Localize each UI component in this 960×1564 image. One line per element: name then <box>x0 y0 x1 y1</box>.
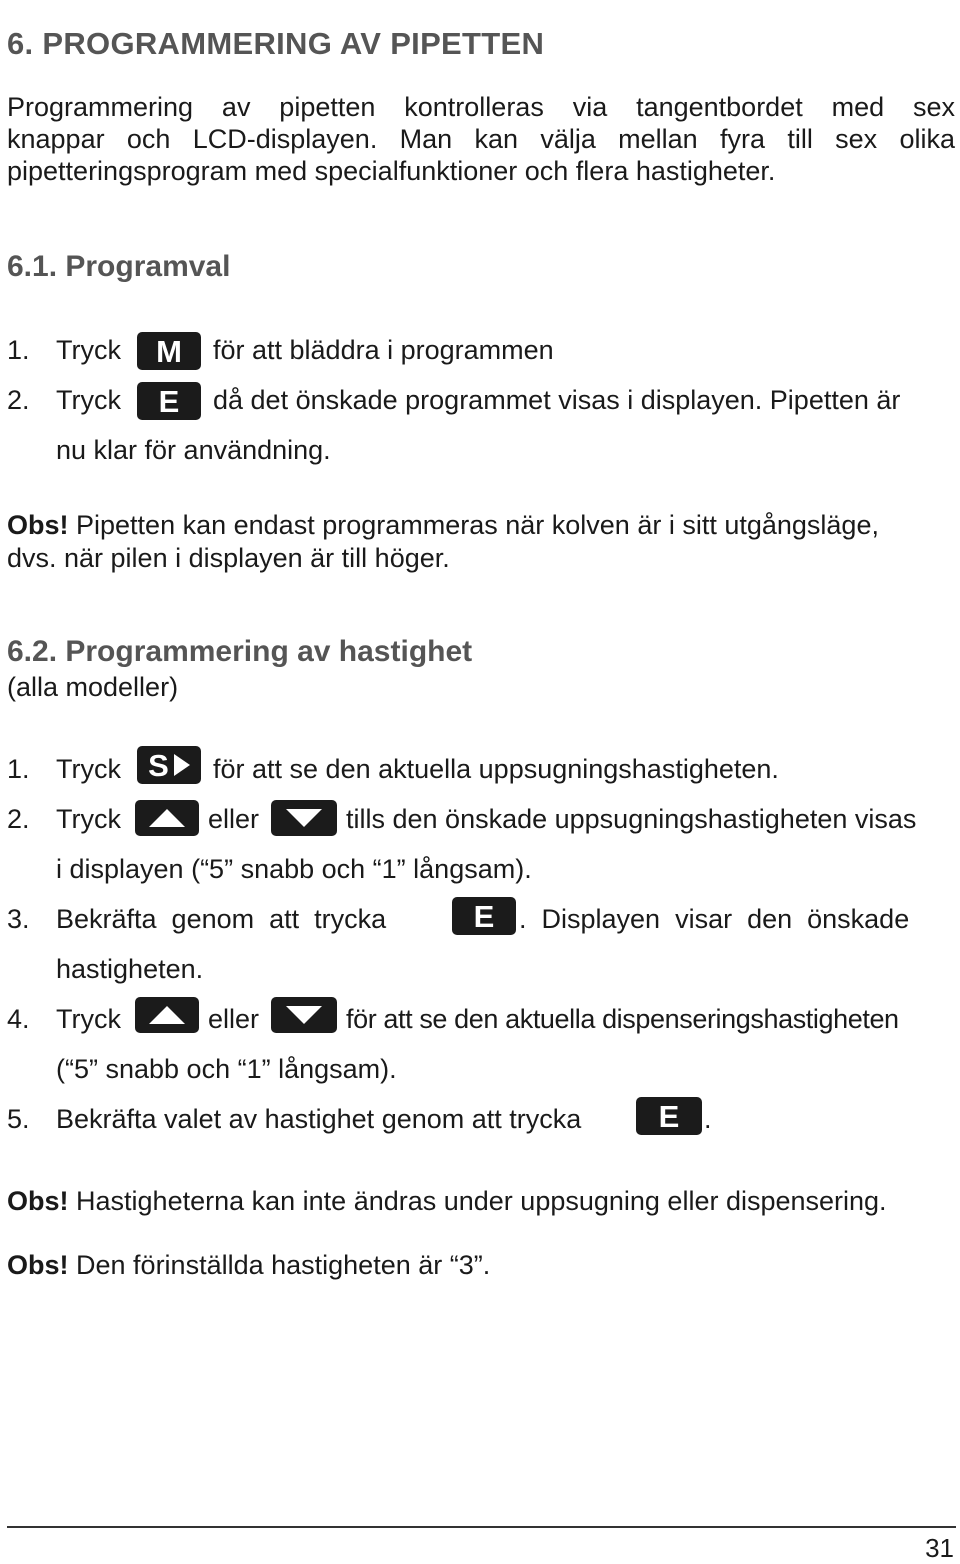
h-step-2-mid: eller <box>208 804 260 834</box>
h-note-1 <box>7 1186 887 1217</box>
up-triangle-icon <box>149 809 185 827</box>
e-key-label: E <box>473 898 495 934</box>
e-key-icon <box>137 382 201 420</box>
intro-line-3: pipetteringsprogram med specialfunktioner och flera hastigheter. <box>7 156 776 186</box>
footer-divider <box>7 1526 956 1528</box>
h-step-2-text: tills den önskade uppsugningshastigheten visas <box>346 804 917 834</box>
e-key-icon <box>452 897 516 935</box>
h-step-4-mid: eller <box>208 1004 260 1034</box>
programval-heading: 6.1. Programval <box>7 250 231 283</box>
h-step-5-text: . <box>704 1104 712 1134</box>
down-triangle-icon <box>286 1006 322 1024</box>
h-note-2-text: Den förinställda hastigheten är “3”. <box>68 1250 491 1280</box>
s-play-key-icon <box>137 746 201 784</box>
h-step-3-number: 3. <box>7 904 30 934</box>
up-triangle-icon <box>149 1006 185 1024</box>
up-arrow-key-icon <box>135 800 199 836</box>
e-key-label: E <box>658 1098 680 1134</box>
h-step-4-pre: Tryck <box>56 1004 121 1034</box>
h-note-1-label: Obs! <box>7 1186 69 1216</box>
intro-line-2: knappar och LCD-displayen. Man kan välja mellan fyra till sex olika <box>7 124 955 154</box>
h-note-1-text: Hastigheterna kan inte ändras under uppsugning eller dispensering. <box>68 1186 887 1216</box>
s-key-label: S <box>148 747 169 783</box>
h-step-5-pre: Bekräfta valet av hastighet genom att trycka <box>56 1104 582 1134</box>
h-step-3-text: . Displayen visar den önskade <box>519 904 910 934</box>
pv-step-2-text: då det önskade programmet visas i displayen. Pipetten är <box>213 385 901 415</box>
down-arrow-key-icon <box>271 997 337 1033</box>
up-arrow-key-icon <box>135 997 199 1033</box>
h-step-4-text: för att se den aktuella dispenseringshastigheten <box>346 1004 899 1034</box>
pv-step-2-number: 2. <box>7 385 30 415</box>
pv-note-line-1 <box>7 510 879 541</box>
e-key-label: E <box>158 383 180 419</box>
h-step-1-text: för att se den aktuella uppsugningshastigheten. <box>213 754 779 784</box>
pv-step-2-pre: Tryck <box>56 385 121 415</box>
pv-note-text: Pipetten kan endast programmeras när kolven är i sitt utgångsläge, <box>68 510 879 540</box>
h-step-1-pre: Tryck <box>56 754 121 784</box>
page-number: 31 <box>925 1533 954 1563</box>
h-step-4-cont: (“5” snabb och “1” långsam). <box>56 1054 397 1084</box>
pv-step-1-pre: Tryck <box>56 335 121 365</box>
intro-line-1: Programmering av pipetten kontrolleras via tangentbordet med sex <box>7 92 955 122</box>
h-step-2-number: 2. <box>7 804 30 834</box>
h-step-5-number: 5. <box>7 1104 30 1134</box>
pv-step-1-text: för att bläddra i programmen <box>213 335 554 365</box>
h-note-2 <box>7 1250 490 1281</box>
h-step-3-cont: hastigheten. <box>56 954 204 984</box>
down-triangle-icon <box>286 809 322 827</box>
down-arrow-key-icon <box>271 800 337 836</box>
pv-note-line-2: dvs. när pilen i displayen är till höger. <box>7 543 450 573</box>
h-note-2-label: Obs! <box>7 1250 69 1280</box>
m-key-label: M <box>156 333 182 369</box>
h-step-4-number: 4. <box>7 1004 30 1034</box>
pv-note-label: Obs! <box>7 510 69 540</box>
m-key-icon <box>137 332 201 370</box>
pv-step-1-number: 1. <box>7 335 30 365</box>
h-step-3-pre: Bekräfta genom att trycka <box>56 904 387 934</box>
pv-step-2-cont: nu klar för användning. <box>56 435 331 465</box>
h-step-1-number: 1. <box>7 754 30 784</box>
play-triangle-icon <box>174 754 190 776</box>
hastighet-heading: 6.2. Programmering av hastighet <box>7 635 473 668</box>
h-step-2-cont: i displayen (“5” snabb och “1” långsam). <box>56 854 532 884</box>
section-title: 6. PROGRAMMERING AV PIPETTEN <box>7 26 545 61</box>
e-key-icon <box>636 1097 702 1135</box>
hastighet-subheading: (alla modeller) <box>7 672 179 702</box>
h-step-2-pre: Tryck <box>56 804 121 834</box>
